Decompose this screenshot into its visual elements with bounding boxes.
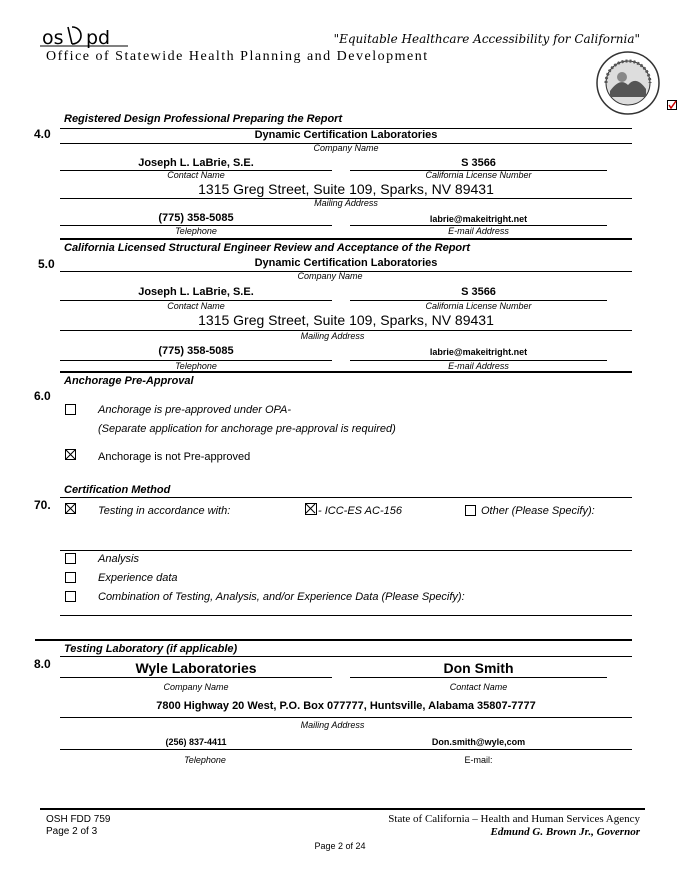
section-5-heading: California Licensed Structural Engineer Review and Acceptance of the Report	[64, 242, 471, 254]
section-5-address: 1315 Greg Street, Suite 109, Sparks, NV 89431	[198, 312, 494, 328]
section-5-email-label: E-mail Address	[448, 361, 509, 371]
header-tagline: "Equitable Healthcare Accessibility for California"	[333, 32, 640, 46]
section-8-heading: Testing Laboratory (if applicable)	[64, 643, 238, 655]
section-8-phone: (256) 837-4411	[165, 737, 227, 747]
anchorage-pre-approved-note: (Separate application for anchorage pre-approval is required)	[98, 423, 396, 435]
svg-text:os: os	[42, 27, 64, 48]
analysis-checkbox[interactable]	[65, 553, 76, 564]
checked-box-icon	[667, 97, 677, 107]
divider	[60, 615, 632, 616]
anchorage-not-pre-approved-checkbox[interactable]	[65, 449, 76, 460]
testing-checkbox[interactable]	[65, 503, 76, 514]
divider	[60, 717, 632, 718]
divider	[60, 497, 632, 498]
other-specify-checkbox[interactable]	[465, 505, 476, 516]
section-4-contact: Joseph L. LaBrie, S.E.	[138, 157, 254, 169]
section-8-address-label: Mailing Address	[300, 720, 365, 730]
section-8-contact-label: Contact Name	[449, 682, 508, 692]
section-divider	[60, 238, 632, 240]
section-4-phone: (775) 358-5085	[158, 212, 234, 224]
section-4-company-label: Company Name	[313, 143, 379, 153]
section-4-license-label: California License Number	[425, 170, 532, 180]
combination-label: Combination of Testing, Analysis, and/or Experience Data (Please Specify):	[98, 591, 465, 603]
analysis-label: Analysis	[98, 553, 139, 565]
testing-label: Testing in accordance with:	[98, 505, 231, 517]
section-divider	[35, 639, 632, 641]
svg-text:pd: pd	[86, 27, 111, 48]
section-4-contact-label: Contact Name	[167, 170, 225, 180]
section-5-license: S 3566	[461, 286, 496, 298]
section-5-phone-label: Telephone	[175, 361, 217, 371]
footer-governor: Edmund G. Brown Jr., Governor	[490, 826, 640, 838]
footer-doc-page: Page 2 of 24	[314, 841, 366, 851]
section-4-email-label: E-mail Address	[448, 226, 509, 236]
icc-es-text: ICC-ES AC-156	[324, 505, 402, 517]
section-8-company-label: Company Name	[163, 682, 229, 692]
section-divider	[60, 371, 632, 373]
section-5-contact-label: Contact Name	[167, 301, 225, 311]
combination-checkbox[interactable]	[65, 591, 76, 602]
icc-es-label: - ICC-ES AC-156	[318, 505, 402, 517]
section-8-address: 7800 Highway 20 West, P.O. Box 077777, Huntsville, Alabama 35807-7777	[156, 700, 536, 712]
anchorage-pre-approved-label: Anchorage is pre-approved under OPA-	[98, 404, 292, 416]
section-4-heading: Registered Design Professional Preparing the Report	[64, 113, 343, 125]
section-8-number: 8.0	[34, 657, 51, 671]
section-6-number: 6.0	[34, 389, 51, 403]
section-5-license-label: California License Number	[425, 301, 532, 311]
section-8-email-label: E-mail:	[464, 755, 493, 765]
section-8-contact: Don Smith	[443, 660, 514, 676]
section-5-number: 5.0	[38, 257, 55, 271]
section-5-phone: (775) 358-5085	[158, 345, 234, 357]
section-7-number: 70.	[34, 498, 51, 512]
section-5-contact: Joseph L. LaBrie, S.E.	[138, 286, 254, 298]
section-5-company-label: Company Name	[297, 271, 363, 281]
section-8-phone-label: Telephone	[184, 755, 226, 765]
divider	[350, 677, 607, 678]
divider	[60, 677, 332, 678]
footer-form-id: OSH FDD 759	[46, 814, 111, 825]
footer-agency: State of California – Health and Human Services Agency	[388, 813, 640, 825]
section-4-license: S 3566	[461, 157, 496, 169]
section-7-heading: Certification Method	[64, 484, 171, 496]
section-8-email: Don.smith@wyle,com	[431, 737, 526, 747]
anchorage-pre-approved-checkbox[interactable]	[65, 404, 76, 415]
state-seal-image	[596, 51, 660, 115]
section-4-number: 4.0	[34, 127, 51, 141]
section-4-address: 1315 Greg Street, Suite 109, Sparks, NV 89431	[198, 181, 494, 197]
anchorage-not-pre-approved-label: Anchorage is not Pre-approved	[98, 451, 251, 463]
divider	[60, 550, 632, 551]
office-name: Office of Statewide Health Planning and Development	[46, 49, 429, 64]
section-4-phone-label: Telephone	[175, 226, 217, 236]
footer-divider	[40, 808, 645, 810]
section-5-company: Dynamic Certification Laboratories	[254, 257, 438, 269]
other-specify-label: Other (Please Specify):	[481, 505, 595, 517]
divider	[60, 656, 632, 657]
divider	[60, 749, 632, 750]
section-4-address-label: Mailing Address	[314, 198, 378, 208]
icc-es-checkbox[interactable]	[305, 503, 317, 515]
experience-checkbox[interactable]	[65, 572, 76, 583]
section-5-email: labrie@makeitright.net	[429, 347, 528, 357]
section-6-heading: Anchorage Pre-Approval	[64, 375, 194, 387]
section-4-email: labrie@makeitright.net	[429, 214, 528, 224]
footer-page-of: Page 2 of 3	[46, 826, 98, 837]
section-5-address-label: Mailing Address	[300, 331, 365, 341]
oshpd-logo	[40, 24, 130, 48]
section-4-company: Dynamic Certification Laboratories	[254, 129, 438, 141]
section-8-company: Wyle Laboratories	[135, 660, 257, 676]
experience-label: Experience data	[98, 572, 178, 584]
